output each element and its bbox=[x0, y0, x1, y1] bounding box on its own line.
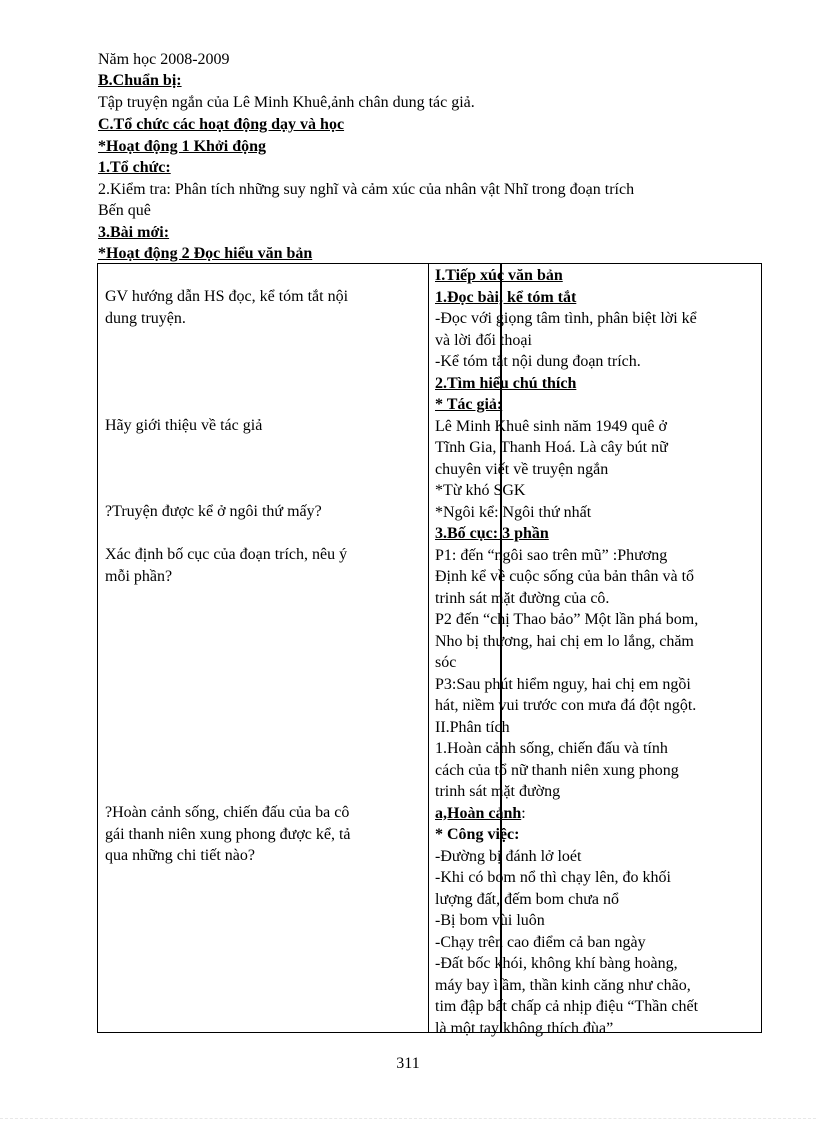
new-lesson-heading: 3.Bài mới: bbox=[98, 224, 170, 241]
content-heading-hoan-canh bbox=[435, 803, 757, 825]
content-line: -Bị bom vùi luôn bbox=[435, 912, 545, 929]
teacher-question-circumstances bbox=[105, 802, 415, 867]
content-line: Tĩnh Gia, Thanh Hoá. Là cây bút nữ bbox=[435, 439, 668, 456]
content-line: -Đất bốc khói, không khí bàng hoàng, bbox=[435, 955, 678, 972]
lesson-table bbox=[97, 263, 762, 1037]
content-line: và lời đối thoại bbox=[435, 331, 532, 349]
column-divider bbox=[428, 264, 429, 1032]
content-heading: a,Hoàn cảnh bbox=[435, 804, 522, 822]
page-number: 311 bbox=[396, 1055, 420, 1072]
content-line: *Từ khó SGK bbox=[435, 482, 526, 499]
content-line: cách của tổ nữ thanh niên xung phong bbox=[435, 761, 679, 779]
question-line: gái thanh niên xung phong được kể, tả bbox=[105, 825, 351, 843]
school-year: Năm học 2008-2009 bbox=[98, 51, 230, 68]
question-line: Hãy giới thiệu về tác giả bbox=[105, 417, 263, 434]
content-line: lượng đất, đếm bom chưa nổ bbox=[435, 890, 619, 908]
question-line: qua những chi tiết nào? bbox=[105, 847, 255, 864]
teacher-question-author bbox=[105, 415, 415, 437]
content-line: P2 đến “chị Thao bảo” Một lần phá bom, bbox=[435, 611, 699, 628]
check-text-line2: Bến quê bbox=[98, 202, 151, 219]
lesson-content bbox=[435, 265, 757, 1039]
content-colon: : bbox=[521, 804, 526, 822]
content-heading: * Công việc: bbox=[435, 826, 520, 843]
question-line: dung truyện. bbox=[105, 309, 186, 327]
activity-2-heading: *Hoạt động 2 Đọc hiểu văn bản bbox=[98, 245, 313, 262]
page-bottom-edge bbox=[0, 1118, 816, 1119]
content-line: trinh sát mặt đường của cô. bbox=[435, 589, 610, 607]
content-line: sóc bbox=[435, 654, 457, 671]
content-heading: 1.Đọc bài, kể tóm tắt bbox=[435, 288, 577, 306]
content-line: -Đọc với giọng tâm tình, phân biệt lời kể bbox=[435, 310, 697, 327]
question-line: ?Hoàn cảnh sống, chiến đấu của ba cô bbox=[105, 804, 350, 821]
content-heading: * Tác giả: bbox=[435, 396, 503, 413]
content-line: tim đập bất chấp cả nhịp điệu “Thần chết bbox=[435, 998, 699, 1015]
content-line: Lê Minh Khuê sinh năm 1949 quê ở bbox=[435, 417, 667, 435]
content-heading: I.Tiếp xúc văn bản bbox=[435, 267, 563, 284]
content-line: trinh sát mặt đường bbox=[435, 783, 561, 800]
content-heading: 2.Tìm hiểu chú thích bbox=[435, 374, 577, 392]
content-line: P3:Sau phút hiểm nguy, hai chị em ngồi bbox=[435, 675, 691, 693]
question-line: mỗi phần? bbox=[105, 567, 173, 585]
question-line: Xác định bố cục của đoạn trích, nêu ý bbox=[105, 546, 348, 563]
check-text-line1: 2.Kiểm tra: Phân tích những suy nghĩ và cảm xúc của nhân vật Nhĩ trong đoạn trích bbox=[98, 181, 635, 198]
content-line: -Đường bị đánh lở loét bbox=[435, 847, 582, 865]
content-line: là một tay không thích đùa” bbox=[435, 1019, 614, 1037]
question-line: ?Truyện được kể ở ngôi thứ mấy? bbox=[105, 503, 322, 520]
content-line: Định kể về cuộc sống của bản thân và tổ bbox=[435, 568, 695, 585]
content-line: *Ngôi kể: Ngôi thứ nhất bbox=[435, 503, 592, 521]
content-line: máy bay ì ầm, thần kinh căng như chão, bbox=[435, 976, 691, 994]
content-line: -Kể tóm tắt nội dung đoạn trích. bbox=[435, 353, 641, 370]
section-c-heading: C.Tổ chức các hoạt động dạy và học bbox=[98, 116, 345, 133]
content-line: II.Phân tích bbox=[435, 718, 510, 736]
section-b-heading: B.Chuẩn bị: bbox=[98, 72, 182, 89]
activity-1-heading: *Hoạt động 1 Khởi động bbox=[98, 138, 267, 155]
content-line: -Chạy trên cao điểm cả ban ngày bbox=[435, 933, 646, 951]
content-line: Nho bị thương, hai chị em lo lắng, chăm bbox=[435, 632, 694, 650]
content-line: P1: đến “ngôi sao trên mũ” :Phương bbox=[435, 546, 668, 564]
content-line: -Khi có bom nổ thì chạy lên, đo khối bbox=[435, 869, 671, 886]
content-line: hát, niềm vui trước con mưa đá đột ngột. bbox=[435, 697, 697, 714]
question-line: GV hướng dẫn HS đọc, kể tóm tắt nội bbox=[105, 288, 349, 305]
content-line: 1.Hoàn cảnh sống, chiến đấu và tính bbox=[435, 740, 668, 757]
content-line: chuyên viết về truyện ngắn bbox=[435, 460, 609, 478]
organization-heading: 1.Tổ chức: bbox=[98, 159, 171, 176]
teacher-question-narrator bbox=[105, 501, 415, 523]
preparation-text: Tập truyện ngắn của Lê Minh Khuê,ảnh chân dung tác giả. bbox=[98, 94, 475, 111]
content-heading: 3.Bố cục: 3 phần bbox=[435, 525, 549, 542]
teacher-question-reading bbox=[105, 286, 415, 329]
teacher-question-structure bbox=[105, 544, 415, 587]
